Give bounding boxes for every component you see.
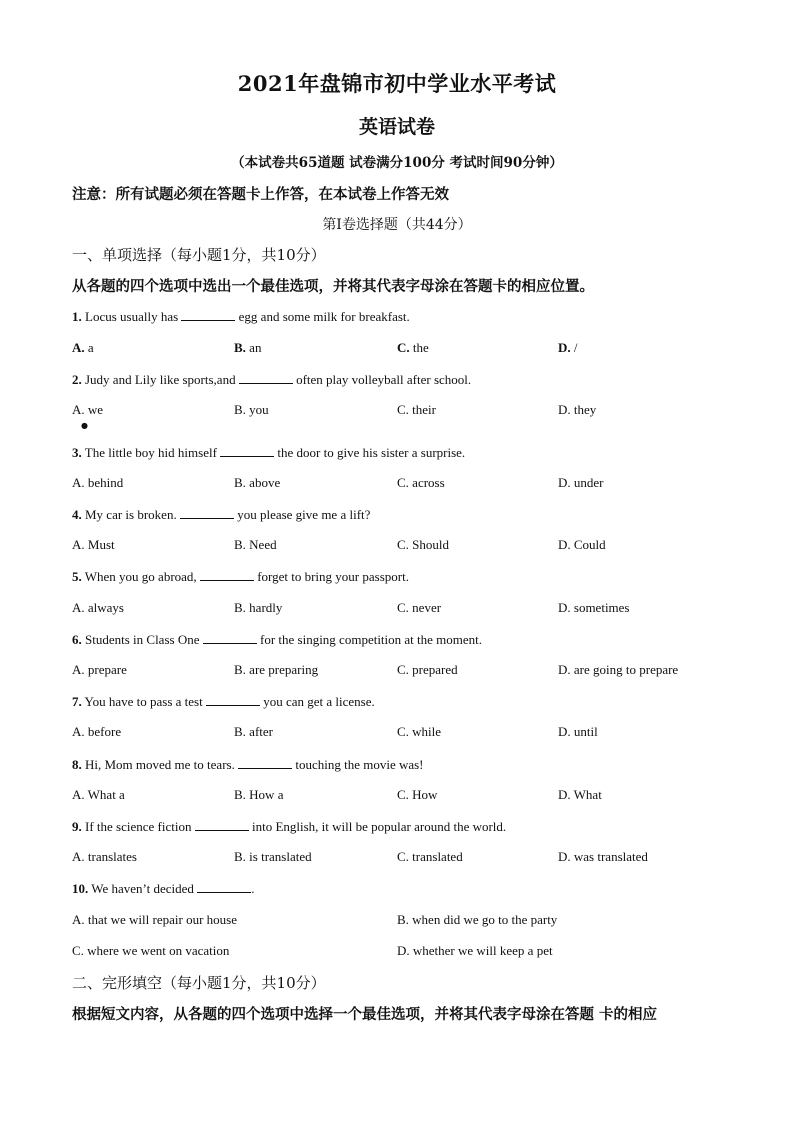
question-5 (72, 568, 409, 585)
options-10-row1 (72, 912, 772, 930)
question-text-post: into English, it will be popular around the world. (248, 819, 507, 834)
section2-heading: 二、完形填空（每小题1分，共10分） (72, 974, 326, 992)
option-b: B. Need (234, 537, 277, 552)
options-9 (72, 849, 772, 867)
answer-blank (200, 568, 254, 581)
question-text-pre: Students in Class One (81, 632, 203, 647)
option-c: C. translated (397, 849, 463, 864)
section2-instruction: 根据短文内容，从各题的四个选项中选择一个最佳选项，并将其代表字母涂在答题 卡的相应 (72, 1006, 658, 1023)
part-title: 第Ⅰ卷选择题（共44分） (322, 217, 472, 233)
option-c: C. while (397, 724, 442, 739)
question-text-post: often play volleyball after school. (292, 372, 472, 387)
question-text-pre: Judy and Lily like sports,and (81, 372, 239, 387)
question-text-post: for the singing competition at the moment. (256, 632, 483, 647)
option-c: C. across (397, 475, 445, 490)
options-8 (72, 787, 772, 805)
option-d: D. whether we will keep a pet (397, 943, 553, 958)
option-c: C. where we went on vacation (72, 943, 230, 958)
option-a: A. translates (72, 849, 137, 864)
question-text-pre: When you go abroad, (81, 569, 200, 584)
option-d: D. sometimes (558, 600, 630, 615)
question-text-post: you can get a license. (259, 694, 375, 709)
option-c: C. the (397, 340, 429, 355)
question-number: 6. (72, 632, 82, 647)
stray-dot: ● (81, 421, 88, 430)
option-a: A. What a (72, 787, 125, 802)
exam-note: （本试卷共65道题 试卷满分100分 考试时间90分钟） (231, 155, 563, 171)
question-number: 5. (72, 569, 82, 584)
option-d: D. until (558, 724, 598, 739)
answer-blank (180, 506, 234, 519)
answer-blank (203, 631, 257, 644)
question-10 (72, 880, 254, 897)
question-text-pre: Locus usually has (81, 309, 182, 324)
option-b: B. when did we go to the party (397, 912, 558, 927)
options-1 (72, 340, 772, 358)
notice-text: 注意：所有试题必须在答题卡上作答，在本试卷上作答无效 (72, 186, 449, 203)
exam-subject: 英语试卷 (358, 116, 435, 138)
question-2 (72, 371, 471, 388)
question-number: 8. (72, 757, 82, 772)
question-3 (72, 444, 465, 461)
option-b: B. you (234, 402, 269, 417)
question-text-post: egg and some milk for breakfast. (235, 309, 410, 324)
option-c: C. never (397, 600, 442, 615)
question-6 (72, 631, 482, 648)
question-text-pre: My car is broken. (81, 507, 180, 522)
options-5 (72, 600, 772, 618)
option-b: B. an (234, 340, 262, 355)
option-a: A. before (72, 724, 122, 739)
option-d: D. Could (558, 537, 606, 552)
option-a: A. prepare (72, 662, 127, 677)
option-d: D. under (558, 475, 604, 490)
question-text-pre: If the science fiction (81, 819, 195, 834)
section1-instruction: 从各题的四个选项中选出一个最佳选项，并将其代表字母涂在答题卡的相应位置。 (72, 278, 594, 295)
options-10-row2 (72, 943, 772, 961)
question-9 (72, 818, 506, 835)
question-number: 9. (72, 819, 82, 834)
option-b: B. after (234, 724, 273, 739)
options-6 (72, 662, 772, 680)
answer-blank (206, 693, 260, 706)
option-c: C. How (397, 787, 438, 802)
question-text-post: touching the movie was! (292, 757, 424, 772)
question-text-post: you please give me a lift? (233, 507, 371, 522)
answer-blank (197, 880, 251, 893)
answer-blank (220, 444, 274, 457)
option-a: A. always (72, 600, 124, 615)
question-text-pre: You have to pass a test (81, 694, 206, 709)
options-3 (72, 475, 772, 493)
option-b: B. hardly (234, 600, 283, 615)
option-a: A. that we will repair our house (72, 912, 237, 927)
option-d: D. What (558, 787, 602, 802)
question-text-pre: Hi, Mom moved me to tears. (81, 757, 239, 772)
question-text-post: . (251, 881, 255, 896)
question-number: 7. (72, 694, 82, 709)
question-number: 10. (72, 881, 89, 896)
option-b: B. How a (234, 787, 284, 802)
answer-blank (195, 818, 249, 831)
option-d: D. / (558, 340, 578, 355)
question-text-pre: The little boy hid himself (81, 445, 221, 460)
question-4 (72, 506, 370, 523)
option-d: D. they (558, 402, 597, 417)
option-c: C. prepared (397, 662, 458, 677)
question-number: 3. (72, 445, 82, 460)
option-d: D. are going to prepare (558, 662, 679, 677)
answer-blank (238, 756, 292, 769)
option-c: C. Should (397, 537, 450, 552)
options-2 (72, 402, 772, 420)
option-a: A. Must (72, 537, 115, 552)
option-a: A. behind (72, 475, 124, 490)
question-7 (72, 693, 375, 710)
question-number: 1. (72, 309, 82, 324)
exam-title: 2021年盘锦市初中学业水平考试 (237, 71, 557, 96)
question-1 (72, 308, 410, 325)
question-number: 2. (72, 372, 82, 387)
option-c: C. their (397, 402, 436, 417)
section1-heading: 一、单项选择（每小题1分，共10分） (72, 246, 326, 264)
answer-blank (181, 308, 235, 321)
option-b: B. are preparing (234, 662, 319, 677)
option-d: D. was translated (558, 849, 648, 864)
option-a: A. a (72, 340, 94, 355)
options-7 (72, 724, 772, 742)
option-b: B. above (234, 475, 281, 490)
option-a: A. we (72, 402, 104, 417)
question-text-pre: We haven’t decided (88, 881, 198, 896)
question-number: 4. (72, 507, 82, 522)
question-text-post: forget to bring your passport. (253, 569, 409, 584)
question-text-post: the door to give his sister a surprise. (274, 445, 466, 460)
question-8 (72, 756, 424, 773)
options-4 (72, 537, 772, 555)
option-b: B. is translated (234, 849, 312, 864)
answer-blank (239, 371, 293, 384)
